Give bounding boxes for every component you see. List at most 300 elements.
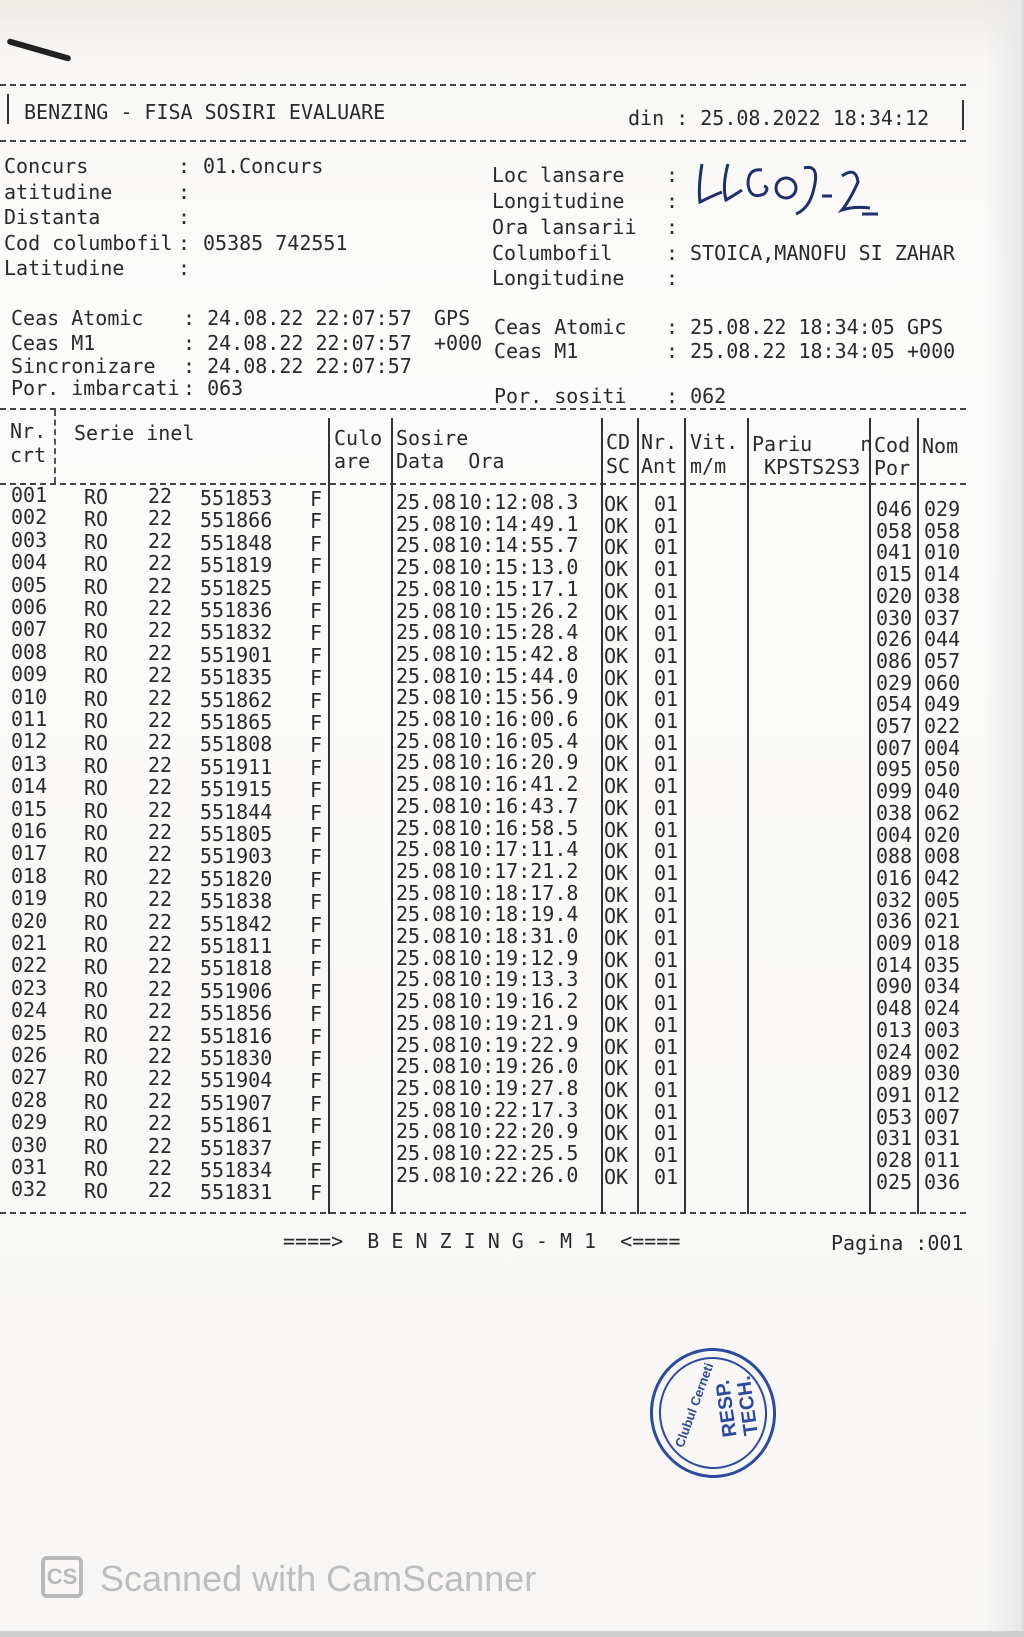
clock-label: Ceas Atomic [494, 315, 627, 339]
row-ant: 01 [654, 687, 679, 712]
clock-value: : 063 [183, 376, 244, 400]
row-date: 25.08 [396, 1010, 457, 1035]
report-date: din : 25.08.2022 18:34:12 [628, 106, 930, 130]
clock-label: Sincronizare [11, 354, 156, 378]
row-nr: 006 [11, 595, 48, 619]
row-date: 25.08 [396, 1032, 457, 1057]
row-nom: 011 [924, 1148, 961, 1172]
row-time: 10:15:26.2 [458, 598, 579, 623]
row-time: 10:15:44.0 [458, 663, 579, 688]
row-nom: 024 [924, 996, 961, 1021]
row-nom: 038 [924, 583, 961, 608]
row-sex: F [310, 1069, 323, 1094]
row-year: 22 [148, 528, 173, 553]
row-country: RO [84, 1000, 109, 1025]
row-ring: 551865 [200, 710, 273, 734]
row-date: 25.08 [396, 685, 457, 710]
row-cod: 014 [876, 952, 913, 977]
row-ant: 01 [654, 1121, 679, 1146]
row-date: 25.08 [396, 880, 457, 905]
row-cod: 046 [876, 497, 913, 521]
row-sex: F [310, 1159, 323, 1183]
row-year: 22 [148, 484, 173, 508]
row-ring: 551831 [200, 1180, 273, 1205]
row-nr: 014 [11, 774, 48, 799]
row-nom: 018 [924, 931, 961, 955]
row-time: 10:16:41.2 [458, 772, 579, 797]
row-cod: 009 [876, 931, 913, 955]
row-date: 25.08 [396, 598, 457, 623]
row-cd: OK [604, 926, 629, 950]
row-sex: F [310, 711, 323, 735]
clock-value: : 25.08.22 18:34:05 [666, 339, 895, 363]
row-date: 25.08 [396, 511, 457, 536]
row-ant: 01 [654, 557, 679, 582]
row-year: 22 [148, 887, 173, 912]
row-ant: 01 [654, 969, 679, 994]
row-nom: 057 [924, 648, 961, 673]
row-time: 10:22:25.5 [458, 1141, 579, 1165]
row-time: 10:22:26.0 [458, 1162, 579, 1187]
clock-label: Ceas M1 [494, 339, 579, 363]
row-nr: 001 [11, 483, 48, 507]
row-cod: 048 [876, 996, 913, 1021]
row-date: 25.08 [396, 728, 457, 753]
row-time: 10:19:27.8 [458, 1075, 579, 1100]
row-cod: 099 [876, 779, 913, 804]
row-nom: 012 [924, 1082, 961, 1107]
stamp-resp: RESP. [711, 1378, 742, 1439]
row-year: 22 [148, 999, 173, 1024]
row-nom: 029 [924, 497, 961, 521]
row-nr: 005 [11, 572, 48, 597]
row-nr: 032 [11, 1177, 48, 1202]
row-sex: F [310, 912, 323, 937]
row-cd: OK [604, 774, 629, 799]
row-ring: 551848 [200, 530, 273, 555]
row-nr: 026 [11, 1043, 48, 1067]
row-country: RO [84, 507, 109, 532]
row-cod: 028 [876, 1148, 913, 1172]
row-ring: 551819 [200, 553, 273, 578]
row-nom: 005 [924, 887, 961, 912]
info-separator: : [178, 256, 191, 280]
row-ring: 551842 [200, 911, 273, 936]
hdr-mm: m/m [690, 454, 727, 478]
row-cod: 095 [876, 757, 913, 782]
row-nom: 037 [924, 605, 961, 630]
info-label: Distanta [4, 205, 101, 229]
header-right-bar [962, 100, 964, 130]
row-cod: 057 [876, 714, 913, 738]
row-nr: 013 [11, 751, 48, 776]
row-time: 10:16:00.6 [458, 707, 579, 731]
row-cod: 038 [876, 800, 913, 825]
info-label: Columbofil [492, 241, 613, 265]
row-ant: 01 [654, 1077, 679, 1102]
row-country: RO [84, 1157, 109, 1181]
clock-label: Por. sositi [494, 384, 627, 408]
row-date: 25.08 [396, 533, 457, 558]
row-cod: 031 [876, 1126, 913, 1151]
row-ant: 01 [654, 578, 679, 603]
row-sex: F [310, 1091, 323, 1116]
row-year: 22 [148, 618, 173, 643]
row-year: 22 [148, 797, 173, 822]
clock-label: Ceas Atomic [11, 306, 144, 330]
row-cd: OK [604, 1056, 629, 1081]
row-nr: 011 [11, 707, 48, 731]
clock-label: Ceas M1 [11, 331, 96, 355]
row-nom: 042 [924, 865, 961, 890]
row-nom: 060 [924, 670, 961, 695]
row-nom: 030 [924, 1061, 961, 1086]
hdr-nr-ant: Nr. [641, 430, 678, 454]
row-sex: F [310, 509, 323, 534]
row-ring: 551904 [200, 1068, 273, 1093]
info-value: 01.Concurs [203, 154, 324, 178]
info-value: STOICA,MANOFU SI ZAHAR [690, 241, 955, 265]
row-nom: 008 [924, 844, 961, 869]
hdr-crt: crt [10, 443, 47, 467]
row-time: 10:15:13.0 [458, 555, 579, 580]
row-cd: OK [604, 687, 629, 712]
row-sex: F [310, 1114, 323, 1139]
row-cd: OK [604, 947, 629, 972]
hdr-pariu: Pariu n [752, 432, 873, 456]
row-year: 22 [148, 909, 173, 934]
row-cd: OK [604, 860, 629, 885]
row-year: 22 [148, 1111, 173, 1136]
hdr-sosire: Sosire [396, 426, 469, 450]
row-date: 25.08 [396, 989, 457, 1014]
row-cod: 090 [876, 974, 913, 999]
row-ant: 01 [654, 752, 679, 777]
row-ring: 551838 [200, 889, 273, 914]
row-date: 25.08 [396, 858, 457, 883]
info-separator: : [666, 189, 679, 213]
row-nr: 027 [11, 1065, 48, 1090]
row-year: 22 [148, 730, 173, 755]
row-cd: OK [604, 622, 629, 647]
row-ant: 01 [654, 860, 679, 885]
clock-value: : 062 [666, 384, 727, 408]
row-sex: F [310, 643, 323, 668]
clock-suffix: GPS [907, 315, 944, 339]
row-year: 22 [148, 1088, 173, 1113]
row-cod: 026 [876, 627, 913, 652]
handwritten-location [692, 158, 882, 228]
row-nr: 030 [11, 1132, 48, 1157]
row-sex: F [310, 800, 323, 825]
stamp-club-name: Clubul Cerneti [671, 1360, 717, 1450]
row-nr: 024 [11, 998, 48, 1023]
row-country: RO [84, 485, 109, 509]
row-nr: 012 [11, 729, 48, 754]
row-nom: 035 [924, 952, 961, 977]
row-country: RO [84, 1067, 109, 1092]
row-nr: 003 [11, 527, 48, 552]
row-nr: 002 [11, 505, 48, 530]
row-cd: OK [604, 557, 629, 582]
row-country: RO [84, 574, 109, 599]
row-year: 22 [148, 752, 173, 777]
row-cod: 091 [876, 1082, 913, 1107]
row-ring: 551861 [200, 1113, 273, 1138]
row-sex: F [310, 1024, 323, 1049]
row-date: 25.08 [396, 793, 457, 818]
row-country: RO [84, 731, 109, 756]
info-separator: : [666, 215, 679, 239]
row-nom: 040 [924, 779, 961, 804]
row-sex: F [310, 845, 323, 870]
row-cd: OK [604, 492, 629, 516]
row-year: 22 [148, 775, 173, 800]
row-nr: 031 [11, 1155, 48, 1179]
row-nr: 025 [11, 1020, 48, 1045]
table-header-rule [0, 483, 966, 485]
camscanner-logo-icon: CS [41, 1556, 83, 1598]
row-sex: F [310, 554, 323, 579]
row-country: RO [84, 910, 109, 935]
row-date: 25.08 [396, 490, 457, 514]
row-ring: 551901 [200, 642, 273, 667]
row-year: 22 [148, 1178, 173, 1203]
row-ring: 551830 [200, 1046, 273, 1070]
row-time: 10:15:56.9 [458, 685, 579, 710]
row-country: RO [84, 933, 109, 957]
row-date: 25.08 [396, 707, 457, 731]
row-cd: OK [604, 1099, 629, 1124]
row-time: 10:14:55.7 [458, 533, 579, 558]
row-cod: 025 [876, 1169, 913, 1194]
row-sex: F [310, 778, 323, 803]
row-cd: OK [604, 1164, 629, 1189]
row-ring: 551915 [200, 777, 273, 802]
row-ant: 01 [654, 926, 679, 950]
row-nom: 003 [924, 1017, 961, 1042]
row-year: 22 [148, 864, 173, 889]
row-cod: 016 [876, 865, 913, 890]
info-label: atitudine [4, 180, 113, 204]
clock-suffix: +000 [434, 331, 483, 355]
row-ring: 551816 [200, 1023, 273, 1048]
row-cd: OK [604, 795, 629, 820]
row-time: 10:17:21.2 [458, 858, 579, 883]
row-ring: 551906 [200, 978, 273, 1003]
row-ant: 01 [654, 1056, 679, 1081]
row-cd: OK [604, 1121, 629, 1146]
col-sep-cod [869, 418, 871, 1214]
row-country: RO [84, 641, 109, 666]
row-country: RO [84, 888, 109, 913]
row-ring: 551862 [200, 687, 273, 712]
info-value: 05385 742551 [203, 231, 348, 255]
row-cod: 041 [876, 540, 913, 565]
row-ant: 01 [654, 622, 679, 647]
scan-bottom-edge [0, 1631, 1024, 1637]
hdr-cod: Cod [874, 433, 911, 457]
row-cod: 054 [876, 692, 913, 717]
row-cd: OK [604, 578, 629, 603]
col-sep-sosire [391, 418, 393, 1214]
row-country: RO [84, 865, 109, 890]
row-year: 22 [148, 842, 173, 867]
row-sex: F [310, 621, 323, 646]
row-country: RO [84, 821, 109, 845]
row-year: 22 [148, 1066, 173, 1091]
row-time: 10:19:21.9 [458, 1010, 579, 1035]
row-date: 25.08 [396, 1119, 457, 1144]
row-time: 10:14:49.1 [458, 511, 579, 536]
row-year: 22 [148, 685, 173, 710]
info-label: Cod columbofil [4, 231, 173, 255]
row-sex: F [310, 576, 323, 601]
header-left-bar [7, 94, 9, 124]
row-nr: 020 [11, 908, 48, 933]
row-nr: 022 [11, 953, 48, 978]
row-ring: 551907 [200, 1090, 273, 1115]
row-country: RO [84, 1045, 109, 1069]
hdr-sc: SC [606, 454, 631, 478]
info-separator: : [666, 266, 679, 290]
info-separator: : [666, 163, 679, 187]
page-number: Pagina :001 [831, 1231, 964, 1255]
row-cd: OK [604, 969, 629, 994]
row-ring: 551911 [200, 754, 273, 779]
row-time: 10:15:17.1 [458, 576, 579, 601]
row-year: 22 [148, 932, 173, 956]
col-sep-cd [601, 418, 603, 1214]
col-sep-vit [684, 418, 686, 1214]
row-ring: 551853 [200, 486, 273, 510]
row-time: 10:19:13.3 [458, 967, 579, 992]
table-bottom-rule [0, 1212, 966, 1214]
row-time: 10:19:22.9 [458, 1032, 579, 1057]
row-cd: OK [604, 600, 629, 625]
row-country: RO [84, 709, 109, 733]
footer-banner: ====> B E N Z I N G - M 1 <==== [283, 1229, 681, 1253]
row-year: 22 [148, 1044, 173, 1068]
row-cd: OK [604, 643, 629, 668]
row-year: 22 [148, 1133, 173, 1158]
row-time: 10:16:43.7 [458, 793, 579, 818]
row-ring: 551903 [200, 844, 273, 869]
row-time: 10:22:20.9 [458, 1119, 579, 1144]
info-label: Loc lansare [492, 163, 625, 187]
row-cd: OK [604, 839, 629, 864]
info-label: Concurs [4, 154, 89, 178]
row-sex: F [310, 935, 323, 959]
row-sex: F [310, 666, 323, 691]
row-ant: 01 [654, 492, 679, 516]
row-ring: 551818 [200, 956, 273, 981]
row-country: RO [84, 977, 109, 1002]
row-nom: 014 [924, 562, 961, 587]
row-nr: 008 [11, 639, 48, 664]
row-ring: 551866 [200, 508, 273, 533]
clock-label: Por. imbarcati [11, 376, 180, 400]
row-date: 25.08 [396, 1075, 457, 1100]
row-ant: 01 [654, 1012, 679, 1037]
row-nr: 009 [11, 662, 48, 687]
row-cod: 013 [876, 1017, 913, 1042]
row-time: 10:17:11.4 [458, 837, 579, 862]
row-time: 10:15:28.4 [458, 620, 579, 645]
row-ant: 01 [654, 643, 679, 668]
row-year: 22 [148, 1156, 173, 1180]
row-nom: 031 [924, 1126, 961, 1151]
row-cod: 007 [876, 735, 913, 760]
row-date: 25.08 [396, 641, 457, 666]
row-cd: OK [604, 1012, 629, 1037]
row-sex: F [310, 531, 323, 556]
row-cd: OK [604, 991, 629, 1016]
row-nr: 007 [11, 617, 48, 642]
row-sex: F [310, 487, 323, 511]
row-ant: 01 [654, 730, 679, 755]
row-cod: 089 [876, 1061, 913, 1086]
row-cd: OK [604, 730, 629, 755]
row-nom: 050 [924, 757, 961, 782]
row-ring: 551825 [200, 575, 273, 600]
row-cd: OK [604, 665, 629, 690]
row-cd: OK [604, 882, 629, 907]
row-date: 25.08 [396, 1162, 457, 1187]
row-year: 22 [148, 708, 173, 732]
info-separator: : [178, 180, 191, 204]
row-nom: 036 [924, 1169, 961, 1194]
row-ant: 01 [654, 1099, 679, 1124]
row-ant: 01 [654, 839, 679, 864]
row-country: RO [84, 1179, 109, 1204]
hdr-nr: Nr. [10, 419, 47, 443]
row-cod: 053 [876, 1104, 913, 1129]
col-sep-ant [637, 418, 639, 1214]
row-ant: 01 [654, 795, 679, 820]
info-separator: : [178, 154, 191, 178]
hdr-culo-2: are [334, 449, 371, 473]
camscanner-watermark: Scanned with CamScanner [100, 1558, 537, 1599]
row-country: RO [84, 529, 109, 554]
row-nr: 010 [11, 684, 48, 709]
clock-suffix: GPS [434, 306, 471, 330]
row-nom: 010 [924, 540, 961, 565]
row-time: 10:15:42.8 [458, 641, 579, 666]
row-ring: 551808 [200, 732, 273, 757]
row-year: 22 [148, 663, 173, 688]
row-country: RO [84, 798, 109, 823]
row-year: 22 [148, 954, 173, 979]
row-date: 25.08 [396, 620, 457, 645]
row-ant: 01 [654, 665, 679, 690]
row-country: RO [84, 664, 109, 689]
row-country: RO [84, 552, 109, 577]
col-sep-pariu [747, 418, 749, 1214]
row-nr: 019 [11, 886, 48, 911]
row-ant: 01 [654, 600, 679, 625]
row-country: RO [84, 619, 109, 644]
row-sex: F [310, 867, 323, 892]
row-nom: 004 [924, 735, 961, 760]
hdr-vit: Vit. [690, 430, 739, 454]
row-nom: 062 [924, 800, 961, 825]
row-sex: F [310, 688, 323, 713]
row-time: 10:18:17.8 [458, 880, 579, 905]
row-cod: 088 [876, 844, 913, 869]
row-nom: 007 [924, 1104, 961, 1129]
row-country: RO [84, 776, 109, 801]
